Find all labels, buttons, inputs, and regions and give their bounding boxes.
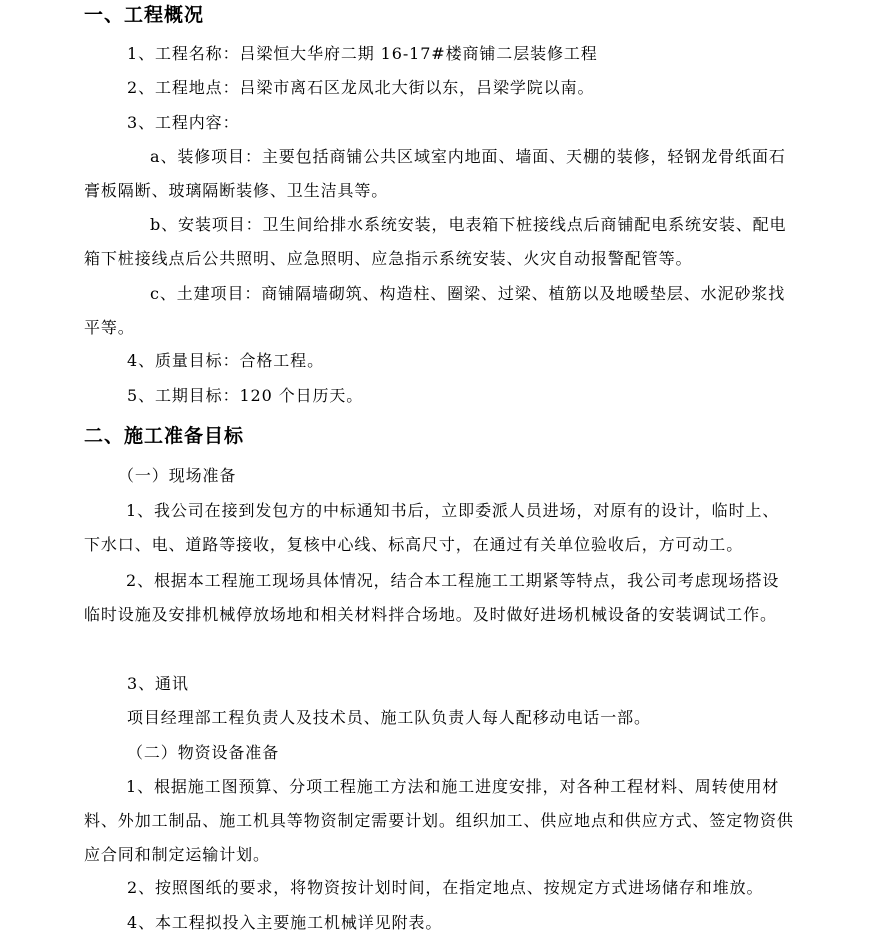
project-name: 1、工程名称：吕梁恒大华府二期 16-17#楼商铺二层装修工程 xyxy=(127,44,598,63)
subsection-site-preparation: （一）现场准备 xyxy=(118,466,237,485)
content-item-a: a、装修项目：主要包括商铺公共区域室内地面、墙面、天棚的装修，轻钢龙骨纸面石膏板隔断、玻璃隔断装修、卫生洁具等。 xyxy=(84,147,786,200)
communication-body: 项目经理部工程负责人及技术员、施工队负责人每人配移动电话一部。 xyxy=(127,708,651,727)
section-1-heading: 一、工程概况 xyxy=(84,4,205,26)
section-2-heading: 二、施工准备目标 xyxy=(84,425,245,447)
project-location: 2、工程地点：吕梁市离石区龙凤北大街以东，吕梁学院以南。 xyxy=(127,78,595,97)
site-prep-paragraph-2: 2、根据本工程施工现场具体情况，结合本工程施工工期紧等特点，我公司考虑现场搭设临时设施及安排机械停放场地和相关材料拌合场地。及时做好进场机械设备的安装调试工作。 xyxy=(84,571,780,624)
site-prep-paragraph-1: 1、我公司在接到发包方的中标通知书后，立即委派人员进场，对原有的设计，临时上、下水口、电、道路等接收，复核中心线、标高尺寸，在通过有关单位验收后，方可动工。 xyxy=(84,501,780,554)
quality-target: 4、质量目标：合格工程。 xyxy=(127,351,324,370)
content-item-b: b、安装项目：卫生间给排水系统安装，电表箱下桩接线点后商铺配电系统安装、配电箱下桩接线点后公共照明、应急照明、应急指示系统安装、火灾自动报警配管等。 xyxy=(84,215,787,268)
materials-paragraph-1: 1、根据施工图预算、分项工程施工方法和施工进度安排，对各种工程材料、周转使用材料、外加工制品、施工机具等物资制定需要计划。组织加工、供应地点和供应方式、签定物资供应合同和制定运输计划。 xyxy=(84,777,794,864)
project-content-label: 3、工程内容： xyxy=(127,113,240,132)
materials-paragraph-4: 4、本工程拟投入主要施工机械详见附表。 xyxy=(127,913,443,932)
communication-heading: 3、通讯 xyxy=(127,674,189,693)
materials-paragraph-2: 2、按照图纸的要求，将物资按计划时间，在指定地点、按规定方式进场储存和堆放。 xyxy=(127,878,764,897)
subsection-materials: （二）物资设备准备 xyxy=(127,743,280,762)
schedule-target: 5、工期目标：120 个日历天。 xyxy=(127,386,364,405)
content-item-c: c、土建项目：商铺隔墙砌筑、构造柱、圈梁、过梁、植筋以及地暖垫层、水泥砂浆找平等。 xyxy=(84,284,786,337)
